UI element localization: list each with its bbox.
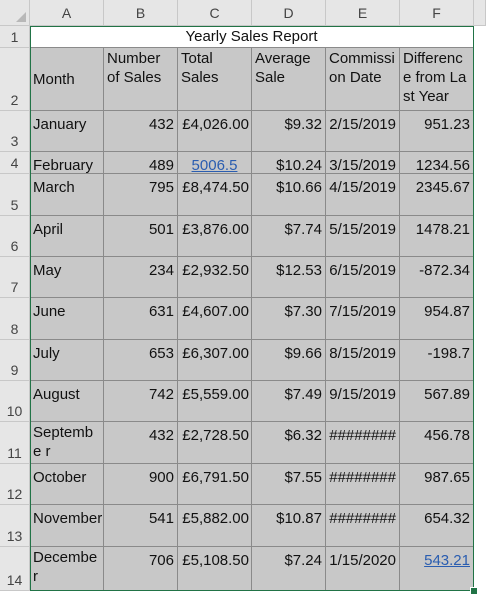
value-cell-b[interactable] <box>104 464 178 505</box>
cell-text: 489 <box>148 157 174 174</box>
value-cell-b[interactable] <box>104 216 178 257</box>
column-header-a[interactable]: A <box>30 0 104 26</box>
value-cell-f[interactable] <box>400 216 474 257</box>
value-cell-b[interactable] <box>104 505 178 547</box>
value-cell-c[interactable] <box>178 174 252 216</box>
cell-text: June <box>33 303 66 320</box>
value-cell-b[interactable] <box>104 381 178 422</box>
title-cell[interactable]: Yearly Sales Report <box>30 26 474 48</box>
value-cell-c[interactable] <box>178 547 252 591</box>
cell-text: 706 <box>148 552 174 569</box>
cell-text: February <box>33 157 94 174</box>
value-cell-f[interactable] <box>400 381 474 422</box>
value-cell-c[interactable] <box>178 340 252 381</box>
month-cell[interactable] <box>30 505 104 547</box>
value-cell-e[interactable] <box>326 216 400 257</box>
value-cell-e[interactable] <box>326 381 400 422</box>
row-header-11[interactable]: 11 <box>0 422 30 464</box>
value-cell-f[interactable] <box>400 547 474 591</box>
value-cell-c[interactable] <box>178 381 252 422</box>
month-cell[interactable] <box>30 464 104 505</box>
header-cell-e[interactable]: Commissi on Date <box>326 48 400 111</box>
cell-text: October <box>33 469 87 486</box>
cell-text: $7.55 <box>284 469 322 486</box>
value-cell-b[interactable] <box>104 298 178 340</box>
value-cell-b[interactable] <box>104 174 178 216</box>
month-cell[interactable] <box>30 381 104 422</box>
value-cell-c[interactable] <box>178 298 252 340</box>
header-cell-d[interactable]: Average Sale <box>252 48 326 111</box>
cell-text: 631 <box>148 303 174 320</box>
cell-text: 654.32 <box>424 510 470 527</box>
row-header-13[interactable]: 13 <box>0 505 30 547</box>
cell-text: 432 <box>148 427 174 444</box>
row-header-8[interactable]: 8 <box>0 298 30 340</box>
value-cell-b[interactable] <box>104 111 178 152</box>
cell-text: May <box>33 262 62 279</box>
value-cell-f[interactable] <box>400 505 474 547</box>
cell-text: £5,559.00 <box>182 386 249 403</box>
cell-text: 795 <box>148 179 174 196</box>
month-cell[interactable] <box>30 111 104 152</box>
value-cell-f[interactable] <box>400 464 474 505</box>
header-cell-b[interactable]: Number of Sales <box>104 48 178 111</box>
cell-text: January <box>33 116 87 133</box>
value-cell-f[interactable] <box>400 174 474 216</box>
cell-text: 7/15/2019 <box>329 303 396 320</box>
value-cell-b[interactable] <box>104 547 178 591</box>
value-cell-d[interactable] <box>252 111 326 152</box>
value-cell-d[interactable] <box>252 505 326 547</box>
cell-text: 1478.21 <box>415 221 470 238</box>
cell-text: 432 <box>148 116 174 133</box>
cell-text: $7.49 <box>284 386 322 403</box>
cell-text: $7.74 <box>284 221 322 238</box>
month-cell[interactable] <box>30 174 104 216</box>
cell-text: £6,791.50 <box>182 469 249 486</box>
column-header-e[interactable]: E <box>326 0 400 26</box>
value-cell-d[interactable] <box>252 216 326 257</box>
cell-text: 541 <box>148 510 174 527</box>
value-cell-e[interactable] <box>326 547 400 591</box>
cell-text: 8/15/2019 <box>329 345 396 362</box>
cell-text: 900 <box>148 469 174 486</box>
row-header-2[interactable]: 2 <box>0 48 30 111</box>
column-header-extra[interactable] <box>474 0 486 26</box>
value-cell-c[interactable] <box>178 257 252 298</box>
cell-text: 9/15/2019 <box>329 386 396 403</box>
column-header-b[interactable]: B <box>104 0 178 26</box>
cell-text: 2/15/2019 <box>329 116 396 133</box>
cell-text: 954.87 <box>424 303 470 320</box>
column-header-c[interactable]: C <box>178 0 252 26</box>
cell-text: £2,932.50 <box>182 262 249 279</box>
hyperlink-text[interactable]: 543.21 <box>424 552 470 569</box>
row-header-14[interactable]: 14 <box>0 547 30 591</box>
cell-text: 742 <box>148 386 174 403</box>
value-cell-d[interactable] <box>252 298 326 340</box>
value-cell-f[interactable] <box>400 111 474 152</box>
cell-text: $12.53 <box>276 262 322 279</box>
cell-text: 653 <box>148 345 174 362</box>
hyperlink-text[interactable]: 5006.5 <box>191 157 238 174</box>
month-cell[interactable] <box>30 422 104 464</box>
cell-text: 456.78 <box>424 427 470 444</box>
select-all-corner[interactable] <box>0 0 30 26</box>
value-cell-d[interactable] <box>252 174 326 216</box>
value-cell-d[interactable] <box>252 381 326 422</box>
month-cell[interactable] <box>30 152 104 174</box>
cell-text: Decembe r <box>33 549 98 585</box>
value-cell-d[interactable] <box>252 340 326 381</box>
row-header-1[interactable]: 1 <box>0 26 30 48</box>
value-cell-e[interactable] <box>326 257 400 298</box>
cell-text: £6,307.00 <box>182 345 249 362</box>
value-cell-e[interactable] <box>326 505 400 547</box>
month-cell[interactable] <box>30 216 104 257</box>
cell-text: 501 <box>148 221 174 238</box>
cell-text: ######## <box>329 427 396 444</box>
value-cell-e[interactable] <box>326 152 400 174</box>
cell-text: 987.65 <box>424 469 470 486</box>
value-cell-e[interactable] <box>326 174 400 216</box>
row-header-3[interactable]: 3 <box>0 111 30 152</box>
value-cell-e[interactable] <box>326 111 400 152</box>
cell-text: ######## <box>329 469 396 486</box>
value-cell-f[interactable] <box>400 298 474 340</box>
cell-text: £4,607.00 <box>182 303 249 320</box>
row-header-5[interactable]: 5 <box>0 174 30 216</box>
cell-text: -872.34 <box>419 262 470 279</box>
cell-text: April <box>33 221 64 238</box>
header-cell-f[interactable]: Differenc e from Last Year <box>400 48 474 111</box>
row-header-9[interactable]: 9 <box>0 340 30 381</box>
cell-text: 6/15/2019 <box>329 262 396 279</box>
value-cell-f[interactable] <box>400 152 474 174</box>
cell-text: 3/15/2019 <box>329 157 396 174</box>
value-cell-c[interactable] <box>178 152 252 174</box>
cell-text: 1/15/2020 <box>329 552 396 569</box>
value-cell-e[interactable] <box>326 340 400 381</box>
cell-text: 567.89 <box>424 386 470 403</box>
column-header-f[interactable]: F <box>400 0 474 26</box>
cell-text: $6.32 <box>284 427 322 444</box>
cell-text: £3,876.00 <box>182 221 249 238</box>
row-header-12[interactable]: 12 <box>0 464 30 505</box>
cell-text: $10.87 <box>276 510 322 527</box>
cell-text: £2,728.50 <box>182 427 249 444</box>
month-cell[interactable] <box>30 340 104 381</box>
value-cell-d[interactable] <box>252 257 326 298</box>
cell-text: August <box>33 386 80 403</box>
cell-text: $10.24 <box>276 157 322 174</box>
column-header-d[interactable]: D <box>252 0 326 26</box>
month-cell[interactable] <box>30 257 104 298</box>
cell-text: $9.32 <box>284 116 322 133</box>
cell-text: November <box>33 510 103 527</box>
month-cell[interactable] <box>30 547 104 591</box>
row-header-10[interactable]: 10 <box>0 381 30 422</box>
header-cell-a[interactable]: Month <box>30 48 104 111</box>
row-header-7[interactable]: 7 <box>0 257 30 298</box>
value-cell-f[interactable] <box>400 257 474 298</box>
cell-text: 234 <box>148 262 174 279</box>
cell-text: 951.23 <box>424 116 470 133</box>
value-cell-d[interactable] <box>252 464 326 505</box>
value-cell-f[interactable] <box>400 340 474 381</box>
value-cell-b[interactable] <box>104 257 178 298</box>
value-cell-f[interactable] <box>400 422 474 464</box>
value-cell-e[interactable] <box>326 422 400 464</box>
value-cell-e[interactable] <box>326 298 400 340</box>
value-cell-c[interactable] <box>178 216 252 257</box>
cell-text: $10.66 <box>276 179 322 196</box>
header-cell-c[interactable]: Total Sales <box>178 48 252 111</box>
cell-text: $7.24 <box>284 552 322 569</box>
value-cell-b[interactable] <box>104 422 178 464</box>
cell-text: ######## <box>329 510 396 527</box>
value-cell-b[interactable] <box>104 152 178 174</box>
cell-text: $9.66 <box>284 345 322 362</box>
value-cell-e[interactable] <box>326 464 400 505</box>
cell-text: July <box>33 345 60 362</box>
value-cell-c[interactable] <box>178 464 252 505</box>
value-cell-c[interactable] <box>178 111 252 152</box>
row-header-6[interactable]: 6 <box>0 216 30 257</box>
value-cell-d[interactable] <box>252 152 326 174</box>
select-all-triangle-icon <box>16 12 26 22</box>
cell-text: £4,026.00 <box>182 116 249 133</box>
cell-text: £5,882.00 <box>182 510 249 527</box>
cell-text: 2345.67 <box>415 179 470 196</box>
value-cell-c[interactable] <box>178 422 252 464</box>
month-cell[interactable] <box>30 298 104 340</box>
cell-text: £5,108.50 <box>182 552 249 569</box>
value-cell-d[interactable] <box>252 422 326 464</box>
cell-text: $7.30 <box>284 303 322 320</box>
cell-text: -198.7 <box>427 345 470 362</box>
cell-text: Septembe r <box>33 424 94 460</box>
value-cell-d[interactable] <box>252 547 326 591</box>
value-cell-c[interactable] <box>178 505 252 547</box>
cell-text: £8,474.50 <box>182 179 249 196</box>
value-cell-b[interactable] <box>104 340 178 381</box>
cell-text: 5/15/2019 <box>329 221 396 238</box>
cell-text: 4/15/2019 <box>329 179 396 196</box>
cell-text: 1234.56 <box>415 157 470 174</box>
cell-text: March <box>33 179 75 196</box>
row-header-4[interactable]: 4 <box>0 152 30 174</box>
